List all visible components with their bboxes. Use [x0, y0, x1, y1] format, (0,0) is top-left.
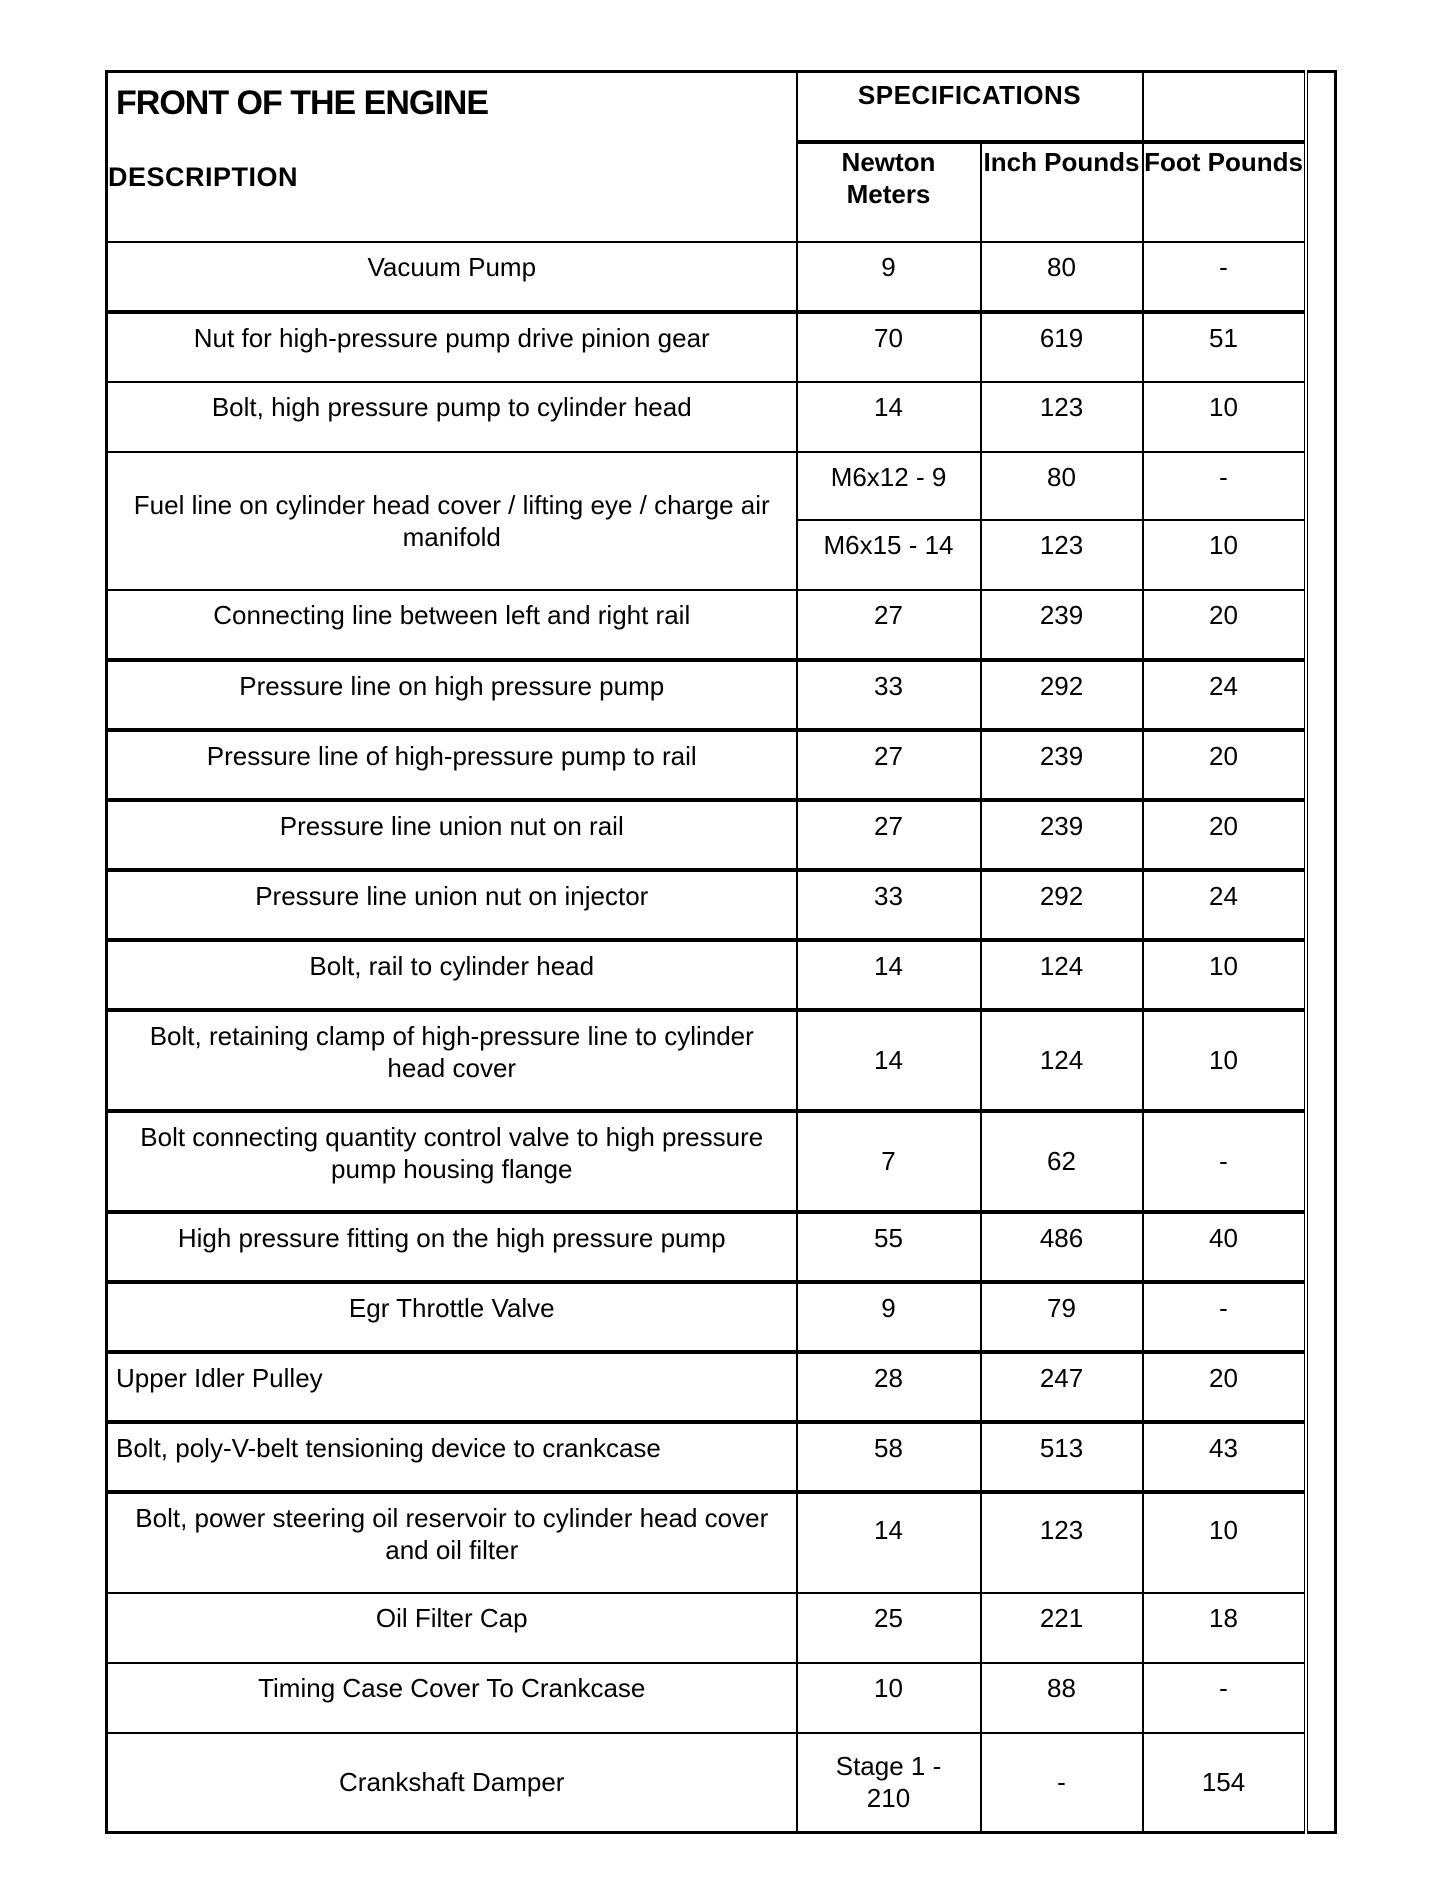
row-inch-pounds: 80 [981, 452, 1143, 520]
row-newton-meters: 27 [797, 800, 981, 870]
row-newton-meters: 33 [797, 660, 981, 730]
row-newton-meters: 27 [797, 730, 981, 800]
header-blank-cell [1143, 72, 1306, 142]
row-newton-meters: Stage 1 - 210 [797, 1733, 981, 1833]
table-row [107, 1212, 1336, 1282]
row-newton-meters: 10 [797, 1663, 981, 1733]
row-inch-pounds: 513 [981, 1422, 1143, 1492]
table-row [107, 730, 1336, 800]
foot-pounds-header: Foot Pounds [1143, 142, 1306, 242]
row-foot-pounds: 51 [1143, 312, 1306, 382]
row-inch-pounds: 123 [981, 382, 1143, 452]
row-description: Bolt, retaining clamp of high-pressure line to cylinder head cover [107, 1010, 797, 1111]
row-foot-pounds: 24 [1143, 660, 1306, 730]
row-newton-meters: M6x15 - 14 [797, 520, 981, 590]
row-inch-pounds: 292 [981, 660, 1143, 730]
table-row [107, 940, 1336, 1010]
row-description: Connecting line between left and right rail [107, 590, 797, 660]
inch-pounds-header: Inch Pounds [981, 142, 1143, 242]
row-foot-pounds: 20 [1143, 800, 1306, 870]
row-foot-pounds: 24 [1143, 870, 1306, 940]
row-newton-meters: 58 [797, 1422, 981, 1492]
row-inch-pounds: 292 [981, 870, 1143, 940]
row-foot-pounds: 10 [1143, 940, 1306, 1010]
table-row [107, 1422, 1336, 1492]
row-newton-meters: M6x12 - 9 [797, 452, 981, 520]
row-newton-meters: 33 [797, 870, 981, 940]
table-row [107, 800, 1336, 870]
row-foot-pounds: 20 [1143, 590, 1306, 660]
row-newton-meters: 27 [797, 590, 981, 660]
row-inch-pounds: 80 [981, 242, 1143, 312]
row-foot-pounds: 18 [1143, 1593, 1306, 1663]
row-foot-pounds: - [1143, 452, 1306, 520]
specifications-header: SPECIFICATIONS [797, 72, 1143, 142]
row-description: Crankshaft Damper [107, 1733, 797, 1833]
row-newton-meters: 14 [797, 1010, 981, 1111]
row-inch-pounds: 239 [981, 590, 1143, 660]
table-row [107, 1663, 1336, 1733]
row-foot-pounds: 10 [1143, 382, 1306, 452]
row-foot-pounds: 20 [1143, 1352, 1306, 1422]
row-description: Pressure line union nut on injector [107, 870, 797, 940]
header-row-1 [107, 72, 1336, 142]
row-inch-pounds: 239 [981, 800, 1143, 870]
row-description: Oil Filter Cap [107, 1593, 797, 1663]
right-edge-column [1306, 72, 1336, 1833]
row-foot-pounds: 43 [1143, 1422, 1306, 1492]
row-newton-meters: 70 [797, 312, 981, 382]
row-inch-pounds: 619 [981, 312, 1143, 382]
row-description: High pressure fitting on the high pressure pump [107, 1212, 797, 1282]
table-row [107, 1111, 1336, 1212]
row-newton-meters: 28 [797, 1352, 981, 1422]
row-inch-pounds: 123 [981, 1492, 1143, 1593]
row-foot-pounds: 10 [1143, 1492, 1306, 1593]
row-foot-pounds: 40 [1143, 1212, 1306, 1282]
row-inch-pounds: 79 [981, 1282, 1143, 1352]
table-row [107, 382, 1336, 452]
row-inch-pounds: 221 [981, 1593, 1143, 1663]
page-title: FRONT OF THE ENGINE [116, 84, 488, 122]
row-description: Vacuum Pump [107, 242, 797, 312]
row-inch-pounds: 123 [981, 520, 1143, 590]
row-inch-pounds: 247 [981, 1352, 1143, 1422]
table-row [107, 1010, 1336, 1111]
table-row [107, 1352, 1336, 1422]
row-description: Bolt, rail to cylinder head [107, 940, 797, 1010]
row-newton-meters: 9 [797, 1282, 981, 1352]
description-header: DESCRIPTION [108, 162, 299, 192]
row-foot-pounds: - [1143, 1282, 1306, 1352]
row-description: Pressure line of high-pressure pump to rail [107, 730, 797, 800]
row-description: Timing Case Cover To Crankcase [107, 1663, 797, 1733]
row-foot-pounds: - [1143, 242, 1306, 312]
table-row [107, 870, 1336, 940]
row-newton-meters: 7 [797, 1111, 981, 1212]
row-newton-meters: 14 [797, 1492, 981, 1593]
row-foot-pounds: 20 [1143, 730, 1306, 800]
table-row [107, 242, 1336, 312]
row-inch-pounds: 239 [981, 730, 1143, 800]
table-row [107, 1593, 1336, 1663]
row-description: Bolt, high pressure pump to cylinder head [107, 382, 797, 452]
row-foot-pounds: 10 [1143, 1010, 1306, 1111]
row-description: Nut for high-pressure pump drive pinion gear [107, 312, 797, 382]
row-inch-pounds: 88 [981, 1663, 1143, 1733]
table-row [107, 590, 1336, 660]
row-inch-pounds: 62 [981, 1111, 1143, 1212]
row-foot-pounds: - [1143, 1111, 1306, 1212]
row-foot-pounds: 10 [1143, 520, 1306, 590]
table-row [107, 660, 1336, 730]
table-row [107, 1733, 1336, 1833]
row-newton-meters: 14 [797, 940, 981, 1010]
row-description: Bolt, power steering oil reservoir to cylinder head cover and oil filter [107, 1492, 797, 1593]
row-description: Bolt connecting quantity control valve to high pressure pump housing flange [107, 1111, 797, 1212]
table-row [107, 1492, 1336, 1593]
header-title-cell [107, 72, 797, 242]
row-inch-pounds: 486 [981, 1212, 1143, 1282]
torque-spec-table [105, 70, 1337, 1834]
row-description: Bolt, poly-V-belt tensioning device to crankcase [107, 1422, 797, 1492]
row-inch-pounds: 124 [981, 940, 1143, 1010]
table-row [107, 312, 1336, 382]
row-description: Pressure line on high pressure pump [107, 660, 797, 730]
row-newton-meters: 55 [797, 1212, 981, 1282]
row-newton-meters: 25 [797, 1593, 981, 1663]
row-description: Upper Idler Pulley [107, 1352, 797, 1422]
row-description: Pressure line union nut on rail [107, 800, 797, 870]
row-inch-pounds: - [981, 1733, 1143, 1833]
table-row [107, 1282, 1336, 1352]
newton-meters-header: Newton Meters [797, 142, 981, 242]
row-inch-pounds: 124 [981, 1010, 1143, 1111]
row-newton-meters: 14 [797, 382, 981, 452]
row-foot-pounds: 154 [1143, 1733, 1306, 1833]
row-description: Fuel line on cylinder head cover / lifting eye / charge air manifold [107, 452, 797, 590]
row-newton-meters: 9 [797, 242, 981, 312]
table-row [107, 452, 1336, 520]
row-description: Egr Throttle Valve [107, 1282, 797, 1352]
row-foot-pounds: - [1143, 1663, 1306, 1733]
